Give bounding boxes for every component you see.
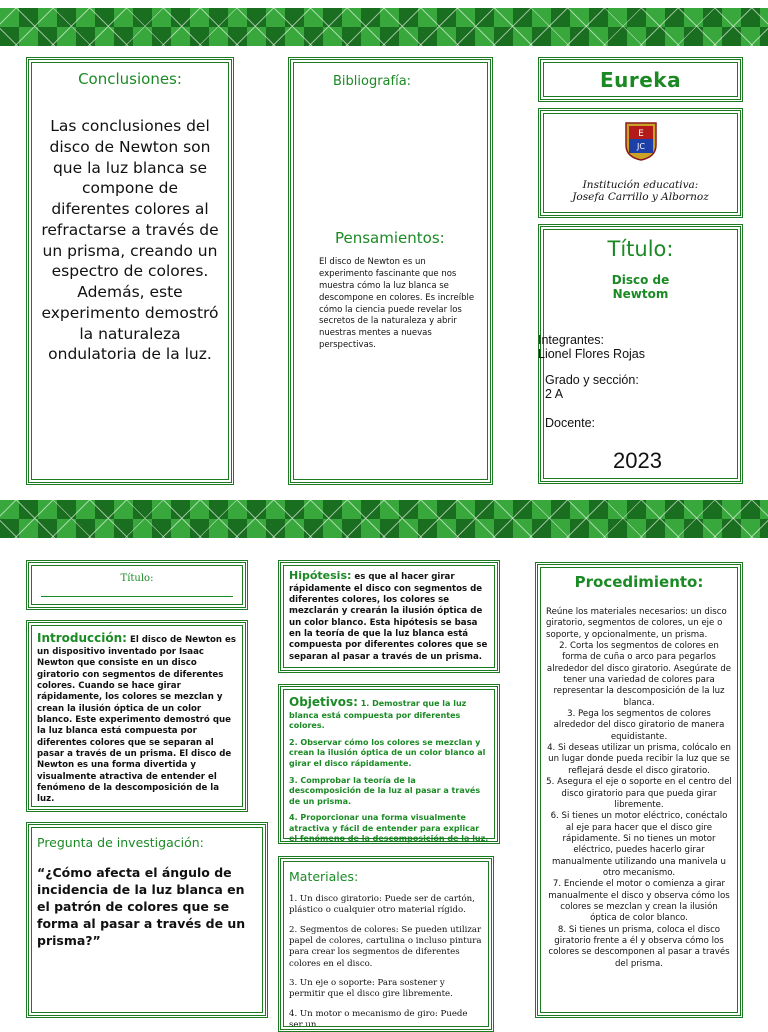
eureka-panel: [538, 57, 743, 102]
procedimiento-item-3: 3. Pega los segmentos de colores alrededor del disco giratorio de manera equidistante.: [553, 709, 725, 742]
materiales-item-3: 3. Un eje o soporte: Para sostener y permitir que el disco gire libremente.: [289, 978, 453, 1000]
materiales-panel: [278, 856, 494, 1032]
objetivos-block: [289, 695, 489, 845]
cover-titulo-label: Título:: [607, 237, 674, 261]
titulo2-label: Título:: [120, 573, 154, 584]
procedimiento-panel: [535, 562, 743, 1018]
pregunta-title: Pregunta de investigación:: [37, 835, 204, 850]
objetivos-panel: [278, 684, 500, 844]
introduccion-text: El disco de Newton es un dispositivo inventado por Isaac Newton que consiste en un disco giratorio con segmentos de diferentes colores. Cuando se hace girar rápidamente, los colores se mezclan y crean la ilusión óptica de un color blanco. Este experimento demostró que la luz blanca está compuesta por diferentes colores que se separan al pasar a través de un prisma. El disco de Newton es una forma divertida y visualmente atractiva de entender el fenómeno de la descomposición de la luz.: [37, 635, 236, 805]
procedimiento-item-4: 4. Si deseas utilizar un prisma, colócalo en un lugar donde pueda recibir la luz que se reflejará desde el disco giratorio.: [547, 743, 731, 776]
pregunta-panel: [26, 822, 268, 1018]
objetivo-item-4: 4. Proporcionar una forma visualmente atractiva y fácil de entender para explicar el fenómeno de la descomposición de la luz.: [289, 813, 489, 844]
docente-label: Docente:: [545, 416, 596, 430]
materiales-item-4: 4. Un motor o mecanismo de giro: Puede ser un: [289, 1008, 468, 1031]
cover-titulo-value-2: Newtom: [612, 287, 669, 301]
top-pattern-band: [0, 8, 768, 46]
grado-value: 2 A: [545, 387, 564, 401]
procedimiento-item-7: 7. Enciende el motor o comienza a girar manualmente el disco y observa cómo los colores se mezclan y crean la ilusión óptica de color blanco.: [548, 879, 730, 924]
titulo2-panel: [26, 560, 248, 610]
introduccion-title: Introducción:: [37, 631, 127, 645]
objetivo-item-1: 1. Demostrar que la luz blanca está compuesta por diferentes colores.: [289, 699, 467, 731]
conclusiones-text: Las conclusiones del disco de Newton son que la luz blanca se compone de diferentes colores al refractarse a través de un prisma, creando un espectro de colores. Además, este experimento demostró la naturaleza ondulatoria de la luz.: [41, 117, 219, 364]
procedimiento-item-2: 2. Corta los segmentos de colores en forma de cuña o arco para pegarlos alrededor del disco giratorio. Asegúrate de tener una variedad de colores para representar la descomposición de la luz blanca.: [546, 641, 732, 708]
school-emblem: [624, 121, 658, 161]
procedimiento-item-8: 8. Si tienes un prisma, coloca el disco giratorio frente a él y observa cómo los colores se descomponen al pasar a través del prisma.: [548, 924, 730, 969]
pensamientos-title: Pensamientos:: [335, 229, 445, 247]
conclusiones-title: Conclusiones:: [78, 70, 182, 88]
procedimiento-item-1: Reúne los materiales necesarios: un disco giratorio, segmentos de colores, un eje o soporte, y opcionalmente, un prisma.: [546, 607, 727, 640]
integrantes-label: Integrantes:: [538, 333, 605, 347]
integrantes-value: Lionel Flores Rojas: [538, 347, 645, 361]
pregunta-text: “¿Cómo afecta el ángulo de incidencia de la luz blanca en el patrón de colores que se forma al pasar a través de un prisma?”: [37, 865, 246, 948]
titulo2-underline: [41, 596, 233, 597]
materiales-item-2: 2. Segmentos de colores: Se pueden utilizar papel de colores, cartulina o incluso pintura para crear los segmentos de diferentes colores en el disco.: [289, 924, 482, 969]
eureka-title: Eureka: [599, 68, 682, 92]
year: 2023: [613, 448, 662, 473]
grado-label: Grado y sección:: [545, 373, 639, 387]
bibliografia-panel: [288, 57, 493, 485]
emblem-letters-jc: JC: [636, 142, 645, 151]
hipotesis-text: es que al hacer girar rápidamente el disco con segmentos de diferentes colores, los colores se mezclarán y crearán la ilusión óptica de un color blanco. Esta hipótesis se basa en la teoría de que la luz blanca está compuesta por diferentes colores que se separan al pasar a través de un prisma.: [289, 572, 488, 662]
hipotesis-panel: [278, 560, 500, 673]
materiales-title: Materiales:: [289, 869, 359, 884]
middle-pattern-band: [0, 500, 768, 538]
introduccion-panel: [26, 620, 248, 812]
conclusiones-panel: [26, 57, 234, 485]
school-line-1: Institución educativa:: [582, 179, 699, 191]
cover-titulo-value-1: Disco de: [611, 273, 670, 287]
pensamientos-text: El disco de Newton es un experimento fascinante que nos muestra cómo la luz blanca se descompone en colores. Es increíble cómo la ciencia puede revelar los secretos de la naturaleza y abrir nuestras mentes a nuevas perspectivas.: [319, 257, 475, 351]
bibliografia-title: Bibliografía:: [333, 74, 412, 89]
procedimiento-title: Procedimiento:: [574, 573, 704, 591]
hipotesis-block: [289, 569, 489, 663]
materiales-item-1: 1. Un disco giratorio: Puede ser de cartón, plástico o cualquier otro material rígido.: [289, 894, 475, 916]
procedimiento-item-5: 5. Asegura el eje o soporte en el centro del disco giratorio para que pueda girar libremente.: [546, 777, 732, 810]
school-panel: [538, 108, 743, 218]
procedimiento-item-6: 6. Si tienes un motor eléctrico, conéctalo al eje para hacer que el disco gire rápidamente. Si no tienes un motor eléctrico, puedes hacerlo girar manualmente utilizando una manivela u otro mecanismo.: [550, 811, 728, 878]
objetivo-item-3: 3. Comprobar la teoría de la descomposición de la luz al pasar a través de un prisma.: [289, 775, 481, 806]
emblem-letter-e: E: [637, 129, 644, 139]
objetivo-item-2: 2. Observar cómo los colores se mezclan y crean la ilusión óptica de un color blanco al girar el disco rápidamente.: [289, 737, 486, 769]
school-line-2: Josefa Carrillo y Albornoz: [572, 191, 709, 203]
introduccion-block: [37, 631, 237, 806]
hipotesis-title: Hipótesis:: [289, 569, 352, 582]
objetivos-title: Objetivos:: [289, 695, 358, 709]
